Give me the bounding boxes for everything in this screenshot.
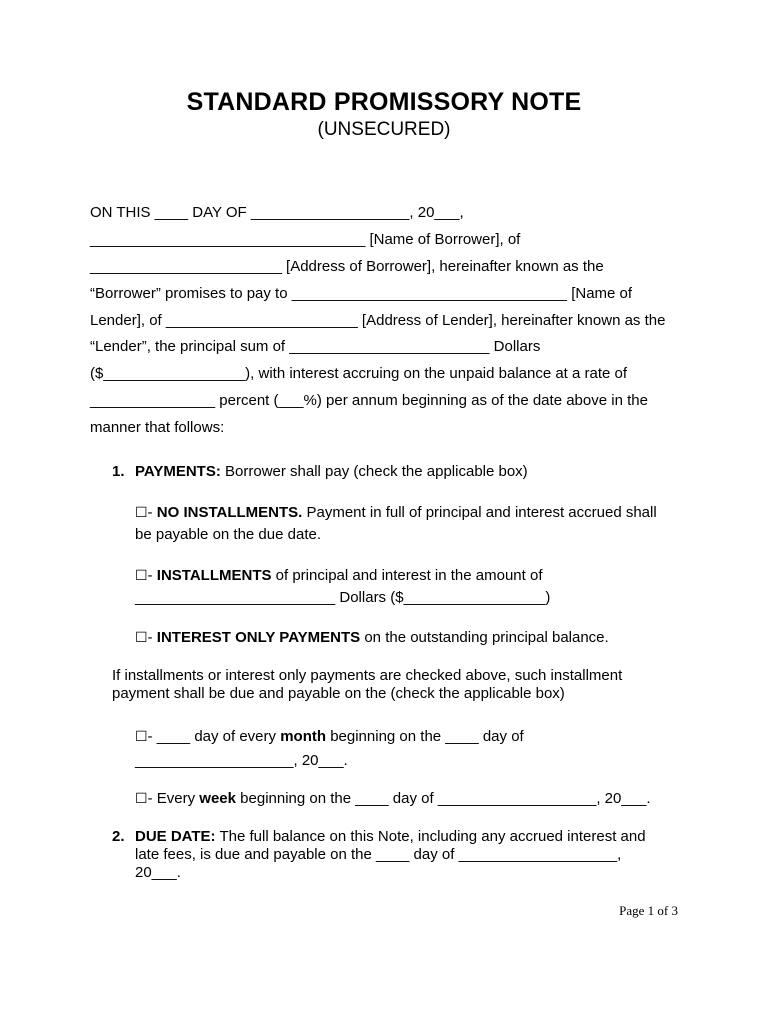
option-text: on the outstanding principal balance. (360, 629, 609, 646)
option-weekly (135, 788, 651, 810)
option-label: NO INSTALLMENTS. (156, 504, 303, 521)
option-monthly (135, 725, 524, 773)
option-text: of principal and interest in the amount of (271, 567, 543, 584)
option-text-line2: ________________________ Dollars ($_________________) (135, 589, 551, 606)
option-installments (135, 565, 550, 608)
option-text: ____ day of every (152, 728, 281, 745)
option-interest-only (135, 627, 609, 649)
section-text: Borrower shall pay (check the applicable box) (220, 463, 528, 480)
intro-line: _______________ percent (___%) per annum beginning as of the date above in the (90, 392, 648, 410)
schedule-paragraph (112, 667, 622, 703)
intro-line: “Lender”, the principal sum of ________________________ Dollars (90, 338, 541, 356)
checkbox-icon[interactable]: ☐- (135, 630, 153, 646)
schedule-line: payment shall be due and payable on the (check the applicable box) (112, 685, 565, 702)
checkbox-icon[interactable]: ☐- (135, 729, 153, 745)
section-due-date (112, 828, 646, 882)
intro-line: ON THIS ____ DAY OF ___________________, 20___, (90, 204, 464, 221)
document-subtitle: (UNSECURED) (317, 119, 451, 140)
option-text: beginning on the ____ day of (326, 728, 524, 745)
checkbox-icon[interactable]: ☐- (135, 791, 153, 807)
section-number: 1. (112, 463, 125, 480)
page-number: Page 1 of 3 (619, 903, 678, 918)
option-label: INTEREST ONLY PAYMENTS (156, 629, 361, 646)
intro-line: _______________________ [Address of Borrower], hereinafter known as the (90, 257, 604, 275)
option-text: beginning on the ____ day of ___________________, 20___. (236, 790, 651, 807)
option-no-installments (135, 502, 657, 546)
document-title: STANDARD PROMISSORY NOTE (186, 88, 582, 116)
section-text-line2: late fees, is due and payable on the ____ day of ___________________, (135, 846, 622, 863)
option-text: Payment in full of principal and interest accrued shall (302, 504, 657, 521)
option-text-line2: ___________________, 20___. (135, 752, 348, 769)
option-emphasis: week (199, 790, 236, 807)
intro-paragraph (90, 200, 690, 442)
schedule-line: If installments or interest only payments are checked above, such installment (112, 667, 623, 684)
intro-line: ($_________________), with interest accruing on the unpaid balance at a rate of (90, 365, 628, 383)
section-heading: PAYMENTS: (135, 463, 221, 480)
checkbox-icon[interactable]: ☐- (135, 568, 153, 584)
intro-line: “Borrower” promises to pay to _________________________________ [Name of (90, 284, 633, 302)
section-number: 2. (112, 828, 125, 845)
option-emphasis: month (280, 728, 327, 745)
checkbox-icon[interactable]: ☐- (135, 505, 153, 521)
option-text-line2: be payable on the due date. (135, 526, 321, 543)
section-text: The full balance on this Note, including any accrued interest and (215, 828, 646, 845)
section-heading: DUE DATE: (135, 828, 216, 845)
intro-line: _________________________________ [Name of Borrower], of (90, 230, 521, 248)
intro-line: Lender], of _______________________ [Address of Lender], hereinafter known as the (90, 311, 666, 329)
intro-line: manner that follows: (90, 419, 225, 437)
option-text: Every (152, 790, 200, 807)
section-payments-heading (112, 461, 528, 482)
option-label: INSTALLMENTS (156, 567, 272, 584)
section-text-line3: 20___. (135, 864, 181, 881)
